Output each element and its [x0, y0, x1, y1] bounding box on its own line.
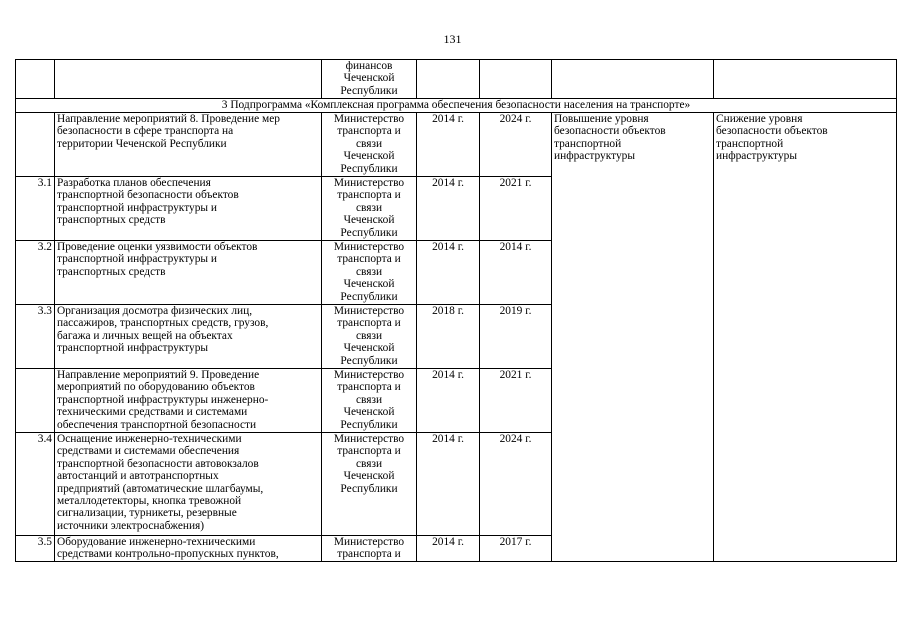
- program-table: [15, 59, 897, 562]
- end-year: 2021 г.: [480, 369, 552, 433]
- table-row: [16, 113, 897, 177]
- start-year: 2014 г.: [417, 241, 480, 305]
- executor: Министерство транспорта и связи Чеченской Республики: [322, 305, 417, 369]
- executor: Министерство транспорта и: [322, 536, 417, 562]
- end-year: 2021 г.: [480, 177, 552, 241]
- executor: Министерство транспорта и связи Чеченской Республики: [322, 369, 417, 433]
- activity-name: Проведение оценки уязвимости объектов транспортной инфраструктуры и транспортных средств: [55, 241, 322, 305]
- end-year: 2014 г.: [480, 241, 552, 305]
- start-year: 2014 г.: [417, 369, 480, 433]
- activity-name: Оснащение инженерно-техническими средствами и системами обеспечения транспортной безопасности автовокзалов автостанций и автотранспортных предприятий (автоматические шлагбаумы, металлодетекторы, кнопка тревожной сигнализации, турникеты, резервные источники электроснабжения): [55, 433, 322, 536]
- executor: Министерство транспорта и связи Чеченской Республики: [322, 433, 417, 536]
- subprogram-title: 3 Подпрограмма «Комплексная программа обеспечения безопасности населения на транспорте»: [16, 99, 897, 113]
- end-year: [480, 60, 552, 99]
- executor: Министерство транспорта и связи Чеченской Республики: [322, 177, 417, 241]
- activity-name: Направление мероприятий 9. Проведение мероприятий по оборудованию объектов транспортной инфраструктуры инженерно- техническими средствами и системами обеспечения транспортной безопасности: [55, 369, 322, 433]
- executor: финансов Чеченской Республики: [322, 60, 417, 99]
- start-year: 2014 г.: [417, 177, 480, 241]
- row-number: 3.4: [16, 433, 55, 536]
- indicator: Снижение уровня безопасности объектов транспортной инфраструктуры: [714, 113, 897, 562]
- expected-result: [552, 60, 714, 99]
- start-year: 2014 г.: [417, 536, 480, 562]
- executor: Министерство транспорта и связи Чеченской Республики: [322, 113, 417, 177]
- row-number: [16, 60, 55, 99]
- row-number: 3.3: [16, 305, 55, 369]
- row-number: [16, 113, 55, 177]
- end-year: 2017 г.: [480, 536, 552, 562]
- activity-name: Оборудование инженерно-техническими средствами контрольно-пропускных пунктов,: [55, 536, 322, 562]
- start-year: 2014 г.: [417, 113, 480, 177]
- page-number: 131: [443, 32, 462, 46]
- activity-name: Организация досмотра физических лиц, пассажиров, транспортных средств, грузов, багажа и личных вещей на объектах транспортной инфраструктуры: [55, 305, 322, 369]
- indicator: [714, 60, 897, 99]
- row-number: 3.2: [16, 241, 55, 305]
- table-row: [16, 60, 897, 99]
- start-year: 2018 г.: [417, 305, 480, 369]
- activity-name: Направление мероприятий 8. Проведение мер безопасности в сфере транспорта на территории Чеченской Республики: [55, 113, 322, 177]
- subprogram-row: [16, 99, 897, 113]
- executor: Министерство транспорта и связи Чеченской Республики: [322, 241, 417, 305]
- activity-name: [55, 60, 322, 99]
- row-number: 3.5: [16, 536, 55, 562]
- expected-result: Повышение уровня безопасности объектов транспортной инфраструктуры: [552, 113, 714, 562]
- end-year: 2024 г.: [480, 433, 552, 536]
- start-year: [417, 60, 480, 99]
- activity-name: Разработка планов обеспечения транспортной безопасности объектов транспортной инфраструктуры и транспортных средств: [55, 177, 322, 241]
- end-year: 2019 г.: [480, 305, 552, 369]
- row-number: 3.1: [16, 177, 55, 241]
- row-number: [16, 369, 55, 433]
- end-year: 2024 г.: [480, 113, 552, 177]
- start-year: 2014 г.: [417, 433, 480, 536]
